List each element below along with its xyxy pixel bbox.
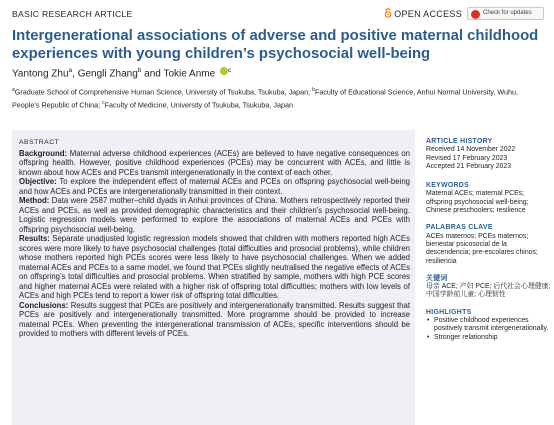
abstract-label: Objective:: [19, 177, 57, 186]
article-title: Intergenerational associations of adverse and positive maternal childhood experiences with young children’s psychosocial well-being: [12, 28, 539, 62]
top-bar: [12, 9, 544, 23]
abstract-heading: ABSTRACT: [19, 139, 60, 146]
history-line: Received 14 November 2022: [426, 146, 516, 154]
affiliation: Faculty of Educational Science, Anhui Normal University, Wuhu, People’s Republic of China;: [12, 87, 519, 109]
open-access-text: OPEN ACCESS: [394, 9, 462, 19]
orcid-icon[interactable]: [220, 67, 228, 75]
affiliation: Graduate School of Comprehensive Human Science, University of Tsukuba, Tsukuba, Japan;: [14, 87, 313, 97]
affiliations: [12, 85, 547, 110]
open-access-label[interactable]: [384, 8, 462, 19]
affiliation: Faculty of Medicine, University of Tsukuba, Tsukuba, Japan: [104, 99, 293, 109]
article-sidebar: [426, 138, 551, 351]
abstract: [19, 138, 410, 339]
abstract-label: Background:: [19, 148, 68, 158]
article-history: [426, 138, 551, 171]
abstract-text: Separate unadjusted logistic regression models showed that children with mothers reported high ACEs scores were more likely to have psychosocial challenges (total difficulties and prosocial problems), while children whose mothers reported high PCEs scores were less likely to have psychosocial challenges. When we added maternal ACEs and PCEs to a same model, we found that PCEs slightly neutralised the negative effects of ACEs on offspring’s total difficulties and prosocial problems. When stratified by sample, mothers with high PCE scores and higher maternal ACEs were related with a higher risk of offspring total difficulties; mothers with low levels of ACEs and high PCEs tend to report a lower risk of offspring total difficulties.: [19, 234, 410, 300]
guanjianci-heading: 关键词: [426, 274, 448, 282]
author-name[interactable]: Gengli Zhang: [77, 68, 138, 80]
keywords-heading: KEYWORDS: [426, 182, 469, 190]
affil-sup: a: [12, 87, 15, 93]
abstract-paragraph: [19, 177, 410, 196]
abstract-paragraph: [19, 196, 410, 234]
abstract-paragraph: [19, 149, 410, 178]
abstract-label: Conclusions:: [19, 300, 69, 310]
highlights-section: [426, 309, 551, 342]
author-affil-sup: b: [137, 67, 142, 74]
author-name[interactable]: Yantong Zhu: [12, 68, 69, 80]
open-access-icon: [384, 8, 392, 18]
highlight-item: • Positive childhood experiences positively transmit intergenerationally.: [426, 317, 551, 334]
history-line: Accepted 21 February 2023: [426, 162, 512, 170]
author-name[interactable]: Tokie Anme: [163, 68, 216, 80]
abstract-text: To explore the independent effect of maternal ACEs and PCEs on offspring psychosocial well-being and how ACEs and PCEs are intergenerationally transmitted in their context.: [19, 177, 410, 196]
keywords-text: Maternal ACEs; maternal PCEs; offspring psychosocial well-being; Chinese preschoolers; resilience: [426, 190, 529, 215]
abstract-label: Method:: [19, 196, 50, 205]
author-separator: and: [141, 68, 164, 80]
palabras-clave-text: ACEs maternos; PCEs maternos; bienestar psicosocial de la descendencia; pre-escolares chinos; resiliencia: [426, 232, 538, 265]
check-updates-label: Check for updates: [483, 10, 532, 16]
highlights-heading: HIGHLIGHTS: [426, 308, 472, 316]
guanjianci-text: 母亲 ACE; 产妇 PCE; 后代社会心理健康; 中国学龄前儿童; 心理韧性: [426, 283, 551, 299]
author-affil-sup: c: [227, 67, 232, 74]
affil-sup: b: [312, 87, 315, 93]
check-for-updates-button[interactable]: [467, 7, 544, 20]
abstract-paragraph: [19, 301, 410, 339]
check-updates-icon: [471, 10, 480, 19]
abstract-label: Results:: [19, 234, 50, 243]
keywords-section: [426, 182, 551, 215]
author-list: [12, 67, 231, 79]
author-affil-sup: a: [68, 67, 73, 74]
affil-sup: c: [102, 99, 105, 106]
author-separator: ,: [72, 68, 78, 80]
highlights-list: [426, 317, 551, 342]
palabras-clave-heading: PALABRAS CLAVE: [426, 224, 493, 232]
guanjianci-section: [426, 275, 551, 300]
abstract-text: Results suggest that PCEs are positively and intergenerationally transmitted. Results suggest that PCEs are positively and intergenerationally transmitted. More programme should be provided to increase maternal PCEs. When preventing the intergenerational transmission of ACEs, specific interventions should be provided to mothers with different levels of PCEs.: [19, 300, 410, 338]
palabras-clave-section: [426, 224, 551, 265]
abstract-text: Data were 2587 mother–child dyads in Anhui provinces of China. Mothers retrospectively reported their ACEs and PCEs, as well as provided demographic characteristics and their children’s psychosocial well-being. Logistic regression models were performed to explore the associations of maternal ACEs and PCEs with offspring psychosocial well-being.: [19, 196, 410, 234]
article-type: BASIC RESEARCH ARTICLE: [12, 9, 133, 19]
history-line: Revised 17 February 2023: [426, 154, 508, 162]
abstract-text: Maternal adverse childhood experiences (ACEs) are believed to have negative consequences on offspring health. However, positive childhood experiences (PCEs) may be concurrent with ACEs, and little is known about how ACEs and PCEs transmit intergenerationally in the context of each other.: [19, 148, 410, 177]
article-history-heading: ARTICLE HISTORY: [426, 138, 493, 145]
abstract-paragraph: [19, 234, 410, 301]
highlight-item: • Stronger relationship: [426, 334, 551, 342]
